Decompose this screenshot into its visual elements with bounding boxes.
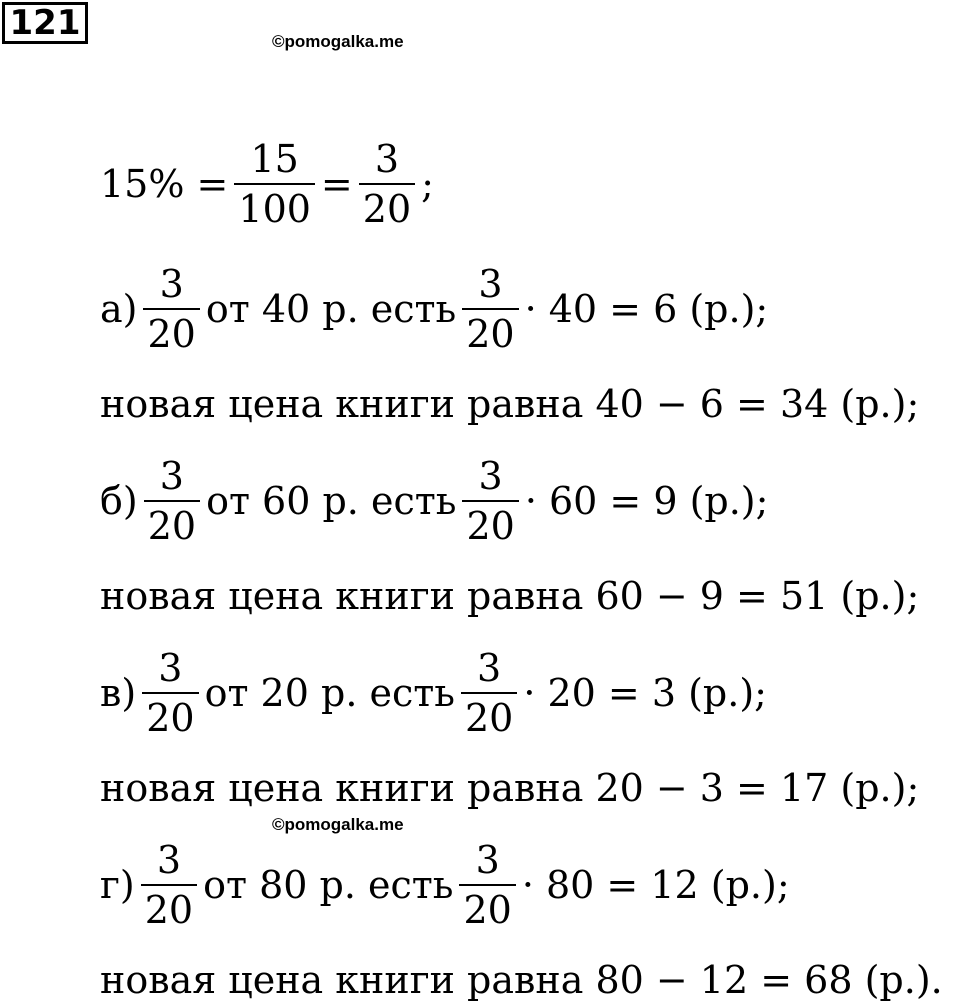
part-g-newprice: новая цена книги равна 80 − 12 = 68 (р.). [100, 958, 943, 1002]
part-text: от 20 р. есть [204, 671, 455, 715]
part-text: от 40 р. есть [205, 287, 457, 331]
part-v-line [100, 644, 767, 742]
part-a-newprice: новая цена книги равна 40 − 6 = 34 (р.); [100, 382, 920, 426]
numerator: 3 [477, 646, 502, 690]
numerator: 3 [478, 262, 503, 306]
fraction [462, 452, 518, 550]
part-label: а) [100, 287, 138, 331]
fraction [461, 644, 517, 742]
part-result: · 80 = 12 (р.); [521, 863, 790, 907]
part-result: · 40 = 6 (р.); [524, 287, 769, 331]
intro-line [100, 135, 434, 233]
numerator: 3 [374, 137, 400, 181]
watermark-top: ©pomogalka.me [272, 32, 404, 51]
part-text: от 60 р. есть [206, 479, 457, 523]
part-b-line [100, 452, 768, 550]
equals-sign: = [320, 162, 353, 206]
numerator: 3 [478, 454, 503, 498]
part-text: от 80 р. есть [203, 863, 454, 907]
numerator: 15 [250, 137, 299, 181]
fraction [462, 260, 518, 358]
part-result: · 60 = 9 (р.); [524, 479, 769, 523]
part-label: в) [100, 671, 137, 715]
fraction [141, 836, 197, 934]
semicolon: ; [421, 162, 434, 206]
part-g-line [100, 836, 790, 934]
numerator: 3 [156, 838, 181, 882]
fraction [143, 260, 199, 358]
intro-lhs: 15% = [100, 162, 229, 206]
part-b-newprice: новая цена книги равна 60 − 9 = 51 (р.); [100, 574, 920, 618]
denominator: 20 [146, 696, 195, 740]
fraction-15-100 [234, 135, 315, 233]
numerator: 3 [159, 262, 184, 306]
part-v-newprice: новая цена книги равна 20 − 3 = 17 (р.); [100, 766, 920, 810]
denominator: 20 [466, 312, 515, 356]
fraction [459, 836, 515, 934]
part-label: г) [100, 863, 135, 907]
fraction [142, 644, 198, 742]
part-label: б) [100, 479, 138, 523]
watermark-middle: ©pomogalka.me [272, 815, 404, 834]
denominator: 20 [147, 504, 197, 548]
fraction [144, 452, 200, 550]
problem-number: 121 [2, 2, 88, 44]
fraction-3-20 [359, 135, 415, 233]
numerator: 3 [475, 838, 500, 882]
numerator: 3 [159, 454, 184, 498]
denominator: 20 [464, 696, 514, 740]
denominator: 20 [147, 312, 196, 356]
denominator: 20 [362, 187, 412, 231]
numerator: 3 [158, 646, 183, 690]
denominator: 20 [466, 504, 515, 548]
part-result: · 20 = 3 (р.); [523, 671, 767, 715]
part-a-line [100, 260, 768, 358]
denominator: 100 [238, 187, 311, 231]
denominator: 20 [463, 888, 512, 932]
denominator: 20 [144, 888, 194, 932]
